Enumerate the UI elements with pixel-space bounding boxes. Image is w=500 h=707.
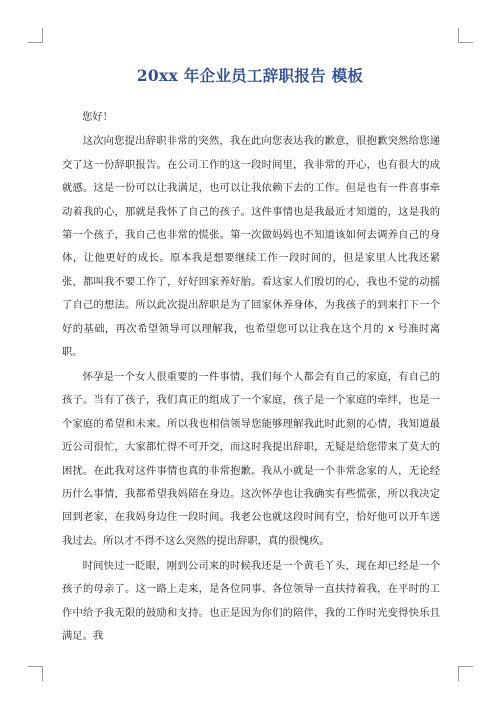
greeting: 您好！ bbox=[82, 111, 113, 123]
crop-mark-top-left bbox=[28, 28, 43, 43]
crop-mark-bottom-right bbox=[458, 666, 473, 681]
paragraph-3: 时间快过一眨眼，刚到公司来的时候我还是一个黄毛丫头，现在却已经是一个孩子的母亲了。这一路上走来，是各位同事、各位领导一直扶持着我，在平时的工作中给予我无限的鼓励和支持。也正是因为你们的陪伴，我的工作时光变得快乐且满足。我 bbox=[62, 559, 440, 642]
crop-mark-bottom-left bbox=[28, 666, 43, 681]
paragraph-2: 怀孕是一个女人很重要的一件事情，我们每个人都会有自己的家庭，有自己的孩子。当有了孩子，我们真正的组成了一个家庭，孩子是一个家庭的牵绊，也是一个家庭的希望和未来。所以我也相信领导您能够理解我此时此刻的心情，我知道最近公司很忙，大家都忙得不可开交，而这时我提出辞职，无疑是给您带来了莫大的困扰。在此我对这件事情也真的非常抱歉。我从小就是一个非常念家的人，无论经历什么事情，我都希望我妈陪在身边。这次怀孕也让我确实有些慌张，所以我决定回到老家，在我妈身边住一段时间。我老公也就这段时间有空，恰好他可以开车送我过去。所以才不得不这么突然的提出辞职，真的很愧疚。 bbox=[62, 370, 440, 547]
document-title: 20xx 年企业员工辞职报告 模板 bbox=[136, 66, 364, 85]
document-body bbox=[62, 106, 440, 648]
crop-mark-top-right bbox=[458, 28, 473, 43]
paragraph-1: 这次向您提出辞职非常的突然，我在此向您表达我的歉意，很抱歉突然给您递交了这一份辞职报告。在公司工作的这一段时间里，我非常的开心，也有很大的成就感。这是一份可以让我满足，也可以让我依赖下去的工作。但是也有一件喜事牵动着我的心，那就是我怀了自己的孩子。这件事情也是我最近才知道的，这是我的第一个孩子，我自己也非常的慌张。第一次做妈妈也不知道该如何去调养自己的身体，让他更好的成长。原本我是想要继续工作一段时间的，但是家里人比我还紧张，都叫我不要工作了，好好回家养好胎。看这家人们殷切的心，我也不觉的动摇了自己的想法。所以此次提出辞职是为了回家休养身体，为我孩子的到来打下一个好的基础，再次希望领导可以理解我，也希望您可以让我在这个月的 x 号准时离职。 bbox=[62, 135, 440, 359]
